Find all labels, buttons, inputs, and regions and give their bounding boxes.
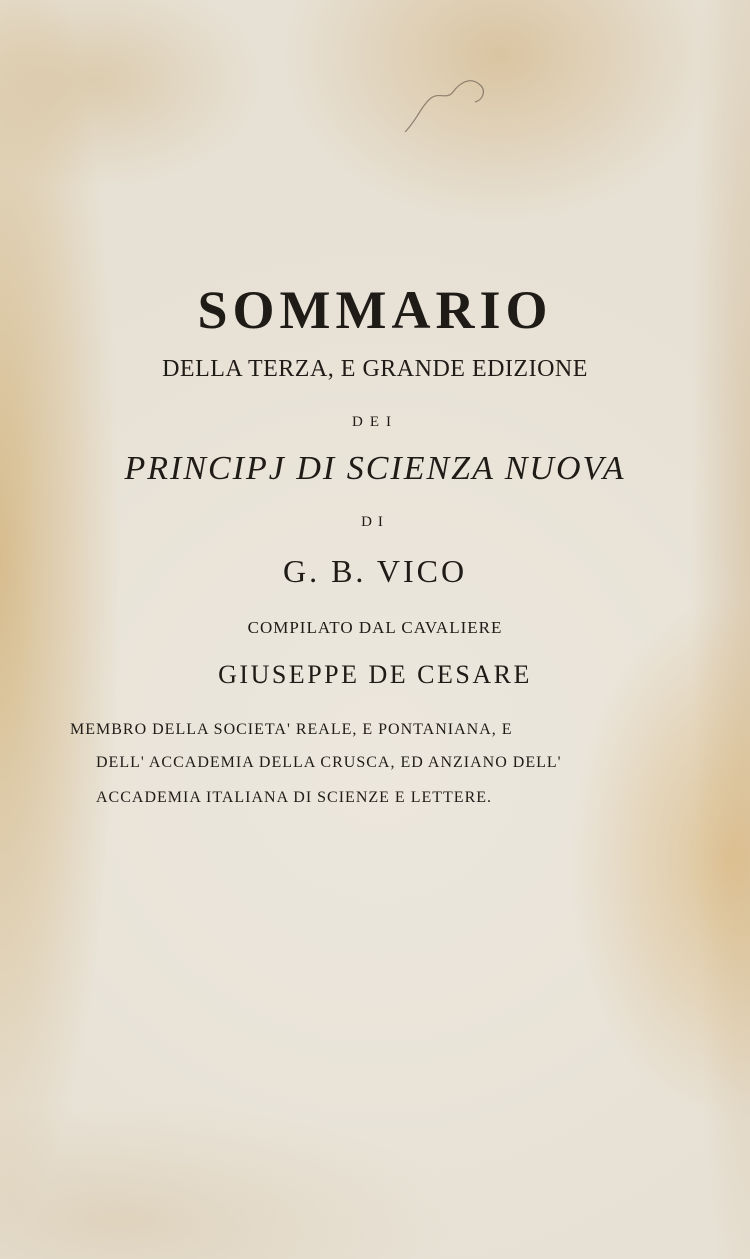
connector-dei: DEI	[352, 414, 398, 430]
credentials-line: ACCADEMIA ITALIANA DI SCIENZE E LETTERE.	[96, 789, 493, 806]
credentials-line: MEMBRO DELLA SOCIETA' REALE, E PONTANIANA, E	[70, 721, 513, 738]
edition-subtitle: DELLA TERZA, E GRANDE EDIZIONE	[162, 356, 588, 382]
author-name: G. B. VICO	[282, 553, 468, 589]
stray-hair-mark	[395, 70, 495, 140]
book-title: SOMMARIO	[197, 280, 553, 340]
compiled-by: COMPILATO DAL CAVALIERE	[247, 618, 503, 637]
editor-name: GIUSEPPE DE CESARE	[218, 660, 532, 689]
work-title: PRINCIPJ DI SCIENZA NUOVA	[124, 450, 626, 487]
credentials-line: DELL' ACCADEMIA DELLA CRUSCA, ED ANZIANO DELL'	[96, 754, 562, 771]
connector-di: DI	[361, 514, 389, 530]
